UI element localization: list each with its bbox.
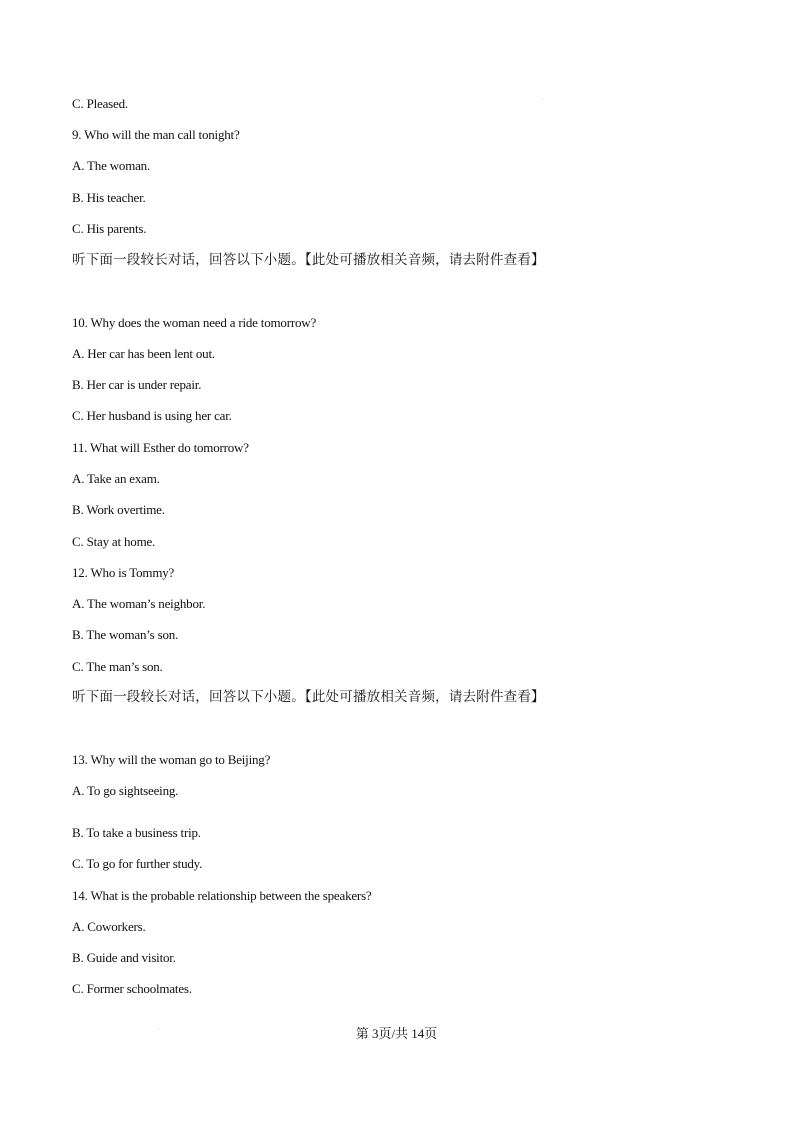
scan-speck xyxy=(541,99,542,100)
answer-option: A. Her car has been lent out. xyxy=(72,346,215,361)
answer-option: C. Former schoolmates. xyxy=(72,981,192,996)
answer-option: A. The woman. xyxy=(72,158,151,173)
answer-option: B. To take a business trip. xyxy=(72,825,201,840)
answer-option: C. Stay at home. xyxy=(72,534,156,549)
answer-option: A. The woman’s neighbor. xyxy=(72,596,206,611)
answer-option: B. His teacher. xyxy=(72,190,146,205)
answer-option: A. Coworkers. xyxy=(72,919,146,934)
answer-option: B. Work overtime. xyxy=(72,502,165,517)
answer-option: A. Take an exam. xyxy=(72,471,160,486)
answer-option: C. Pleased. xyxy=(72,96,128,111)
question-9: 9. Who will the man call tonight? xyxy=(72,127,240,142)
section-instruction: 听下面一段较长对话，回答以下小题。【此处可播放相关音频，请去附件查看】 xyxy=(72,252,545,268)
answer-option: C. To go for further study. xyxy=(72,856,203,871)
answer-option: C. The man’s son. xyxy=(72,659,163,674)
answer-option: C. Her husband is using her car. xyxy=(72,408,232,423)
page-number: 第 3页/共 14页 xyxy=(355,1026,438,1041)
question-14: 14. What is the probable relationship between the speakers? xyxy=(72,888,372,903)
question-12: 12. Who is Tommy? xyxy=(72,565,175,580)
question-11: 11. What will Esther do tomorrow? xyxy=(72,440,249,455)
question-13: 13. Why will the woman go to Beijing? xyxy=(72,752,271,767)
answer-option: A. To go sightseeing. xyxy=(72,783,179,798)
question-10: 10. Why does the woman need a ride tomorrow? xyxy=(72,315,317,330)
answer-option: B. Guide and visitor. xyxy=(72,950,176,965)
answer-option: C. His parents. xyxy=(72,221,147,236)
answer-option: B. Her car is under repair. xyxy=(72,377,202,392)
answer-option: B. The woman’s son. xyxy=(72,627,179,642)
section-instruction: 听下面一段较长对话，回答以下小题。【此处可播放相关音频，请去附件查看】 xyxy=(72,689,545,705)
